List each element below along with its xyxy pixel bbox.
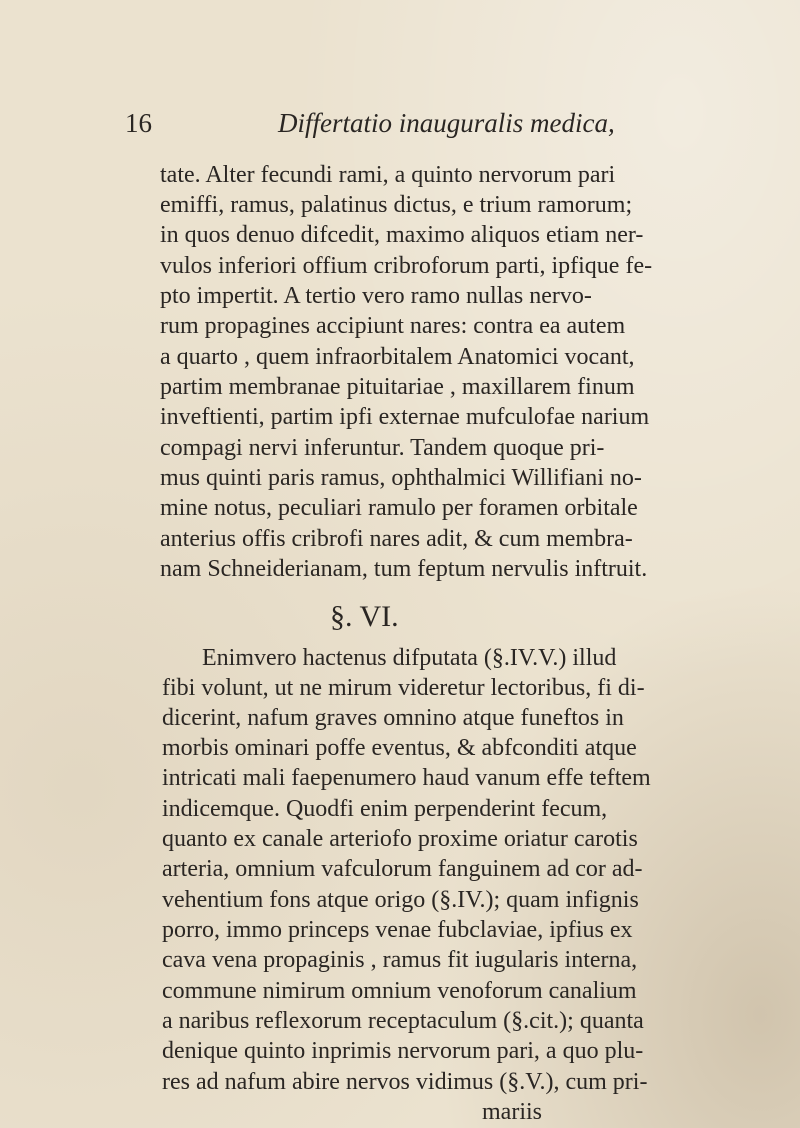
- text-line: morbis ominari poffe eventus, & abfconditi atque: [162, 735, 637, 761]
- page-number: 16: [125, 108, 152, 138]
- text-line: mine notus, peculiari ramulo per foramen orbitale: [160, 495, 638, 521]
- section-heading: §. VI.: [330, 600, 399, 633]
- text-line: tate. Alter fecundi rami, a quinto nervorum pari: [160, 162, 616, 188]
- text-line: partim membranae pituitariae , maxillarem finum: [160, 374, 635, 400]
- text-line: a quarto , quem infraorbitalem Anatomici vocant,: [160, 344, 635, 370]
- text-line: cava vena propaginis , ramus fit iugularis interna,: [162, 947, 638, 973]
- page-header: [125, 108, 685, 148]
- text-line: compagi nervi inferuntur. Tandem quoque pri-: [160, 435, 605, 461]
- text-line: vulos inferiori offium cribroforum parti, ipfique fe-: [160, 253, 653, 279]
- text-line: intricati mali faepenumero haud vanum effe teftem: [162, 765, 651, 791]
- text-line: commune nimirum omnium venoforum canalium: [162, 978, 637, 1004]
- text-line: emiffi, ramus, palatinus dictus, e trium ramorum;: [160, 192, 633, 218]
- text-line: vehentium fons atque origo (§.IV.); quam infignis: [162, 887, 639, 913]
- running-title: Differtatio inauguralis medica,: [278, 108, 615, 138]
- text-line: mus quinti paris ramus, ophthalmici Willifiani no-: [160, 465, 642, 491]
- text-line: denique quinto inprimis nervorum pari, a quo plu-: [162, 1038, 644, 1064]
- text-line: nam Schneiderianam, tum feptum nervulis inftruit.: [160, 556, 648, 582]
- text-line: anterius offis cribrofi nares adit, & cum membra-: [160, 526, 633, 552]
- text-line: indicemque. Quodfi enim perpenderint fecum,: [162, 796, 608, 822]
- text-line: arteria, omnium vafculorum fanguinem ad cor ad-: [162, 856, 643, 882]
- text-line: pto impertit. A tertio vero ramo nullas nervo-: [160, 283, 592, 309]
- text-line: inveftienti, partim ipfi externae mufculofae narium: [160, 404, 650, 430]
- text-line: fibi volunt, ut ne mirum videretur lectoribus, fi di-: [162, 675, 645, 701]
- catchword: mariis: [482, 1099, 542, 1125]
- text-line: quanto ex canale arteriofo proxime oriatur carotis: [162, 826, 638, 852]
- text-line: a naribus reflexorum receptaculum (§.cit.); quanta: [162, 1008, 644, 1034]
- text-line: rum propagines accipiunt nares: contra ea autem: [160, 313, 626, 339]
- text-line: in quos denuo difcedit, maximo aliquos etiam ner-: [160, 222, 644, 248]
- text-line: dicerint, nafum graves omnino atque funeftos in: [162, 705, 624, 731]
- text-line: porro, immo princeps venae fubclaviae, ipfius ex: [162, 917, 633, 943]
- text-line: Enimvero hactenus difputata (§.IV.V.) illud: [202, 645, 617, 671]
- text-line: res ad nafum abire nervos vidimus (§.V.), cum pri-: [162, 1069, 648, 1095]
